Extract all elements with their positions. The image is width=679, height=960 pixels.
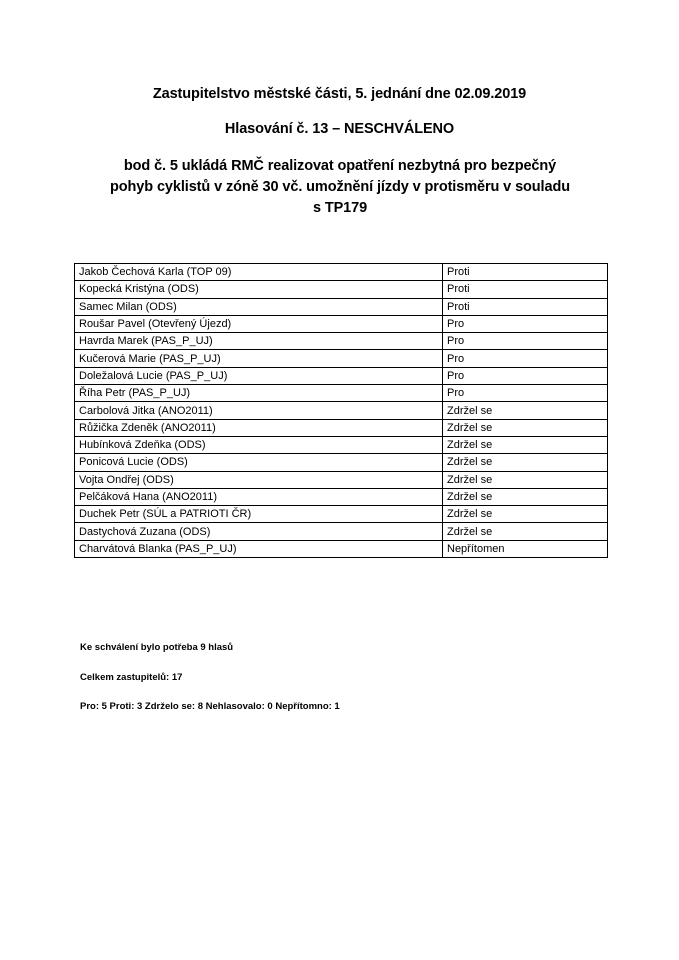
member-vote: Zdržel se xyxy=(443,436,608,453)
member-vote: Pro xyxy=(443,385,608,402)
table-row xyxy=(75,402,608,419)
member-name: Pelčáková Hana (ANO2011) xyxy=(75,488,443,505)
member-name: Růžička Zdeněk (ANO2011) xyxy=(75,419,443,436)
votes-table xyxy=(74,263,608,558)
member-name: Charvátová Blanka (PAS_P_UJ) xyxy=(75,540,443,557)
table-row xyxy=(75,298,608,315)
member-name: Hubínková Zdeňka (ODS) xyxy=(75,436,443,453)
subject-line: s TP179 xyxy=(312,200,368,216)
table-row xyxy=(75,281,608,298)
member-name: Samec Milan (ODS) xyxy=(75,298,443,315)
member-name: Říha Petr (PAS_P_UJ) xyxy=(75,385,443,402)
table-row xyxy=(75,367,608,384)
table-row xyxy=(75,315,608,332)
table-row xyxy=(75,419,608,436)
member-name: Roušar Pavel (Otevřený Újezd) xyxy=(75,315,443,332)
member-vote: Pro xyxy=(443,367,608,384)
member-vote: Zdržel se xyxy=(443,454,608,471)
table-row xyxy=(75,488,608,505)
subject-line: pohyb cyklistů v zóně 30 vč. umožnění jízdy v protisměru v souladu xyxy=(110,179,570,195)
member-name: Havrda Marek (PAS_P_UJ) xyxy=(75,333,443,350)
total-representatives: Celkem zastupitelů: 17 xyxy=(80,672,183,683)
member-name: Kučerová Marie (PAS_P_UJ) xyxy=(75,350,443,367)
vote-subject xyxy=(70,156,610,219)
vote-result-title: Hlasování č. 13 – NESCHVÁLENO xyxy=(224,121,455,137)
member-vote: Proti xyxy=(443,281,608,298)
member-name: Carbolová Jitka (ANO2011) xyxy=(75,402,443,419)
table-row xyxy=(75,436,608,453)
table-row xyxy=(75,471,608,488)
member-name: Dastychová Zuzana (ODS) xyxy=(75,523,443,540)
member-vote: Zdržel se xyxy=(443,523,608,540)
member-name: Duchek Petr (SÚL a PATRIOTI ČR) xyxy=(75,506,443,523)
subject-line: bod č. 5 ukládá RMČ realizovat opatření nezbytná pro bezpečný xyxy=(123,158,557,174)
table-row xyxy=(75,333,608,350)
member-vote: Zdržel se xyxy=(443,506,608,523)
member-name: Ponicová Lucie (ODS) xyxy=(75,454,443,471)
table-row xyxy=(75,385,608,402)
member-vote: Nepřítomen xyxy=(443,540,608,557)
member-name: Vojta Ondřej (ODS) xyxy=(75,471,443,488)
member-vote: Zdržel se xyxy=(443,402,608,419)
table-row xyxy=(75,264,608,281)
meeting-title: Zastupitelstvo městské části, 5. jednání dne 02.09.2019 xyxy=(152,86,527,102)
table-row xyxy=(75,454,608,471)
member-name: Jakob Čechová Karla (TOP 09) xyxy=(75,264,443,281)
table-row xyxy=(75,506,608,523)
member-name: Kopecká Kristýna (ODS) xyxy=(75,281,443,298)
vote-tally: Pro: 5 Proti: 3 Zdrželo se: 8 Nehlasovalo: 0 Nepřítomno: 1 xyxy=(80,701,340,712)
member-vote: Pro xyxy=(443,350,608,367)
member-vote: Zdržel se xyxy=(443,471,608,488)
table-row xyxy=(75,540,608,557)
member-vote: Pro xyxy=(443,315,608,332)
member-vote: Pro xyxy=(443,333,608,350)
member-vote: Proti xyxy=(443,264,608,281)
table-row xyxy=(75,523,608,540)
required-votes: Ke schválení bylo potřeba 9 hlasů xyxy=(80,642,234,653)
member-vote: Zdržel se xyxy=(443,419,608,436)
member-vote: Zdržel se xyxy=(443,488,608,505)
member-name: Doležalová Lucie (PAS_P_UJ) xyxy=(75,367,443,384)
table-row xyxy=(75,350,608,367)
member-vote: Proti xyxy=(443,298,608,315)
